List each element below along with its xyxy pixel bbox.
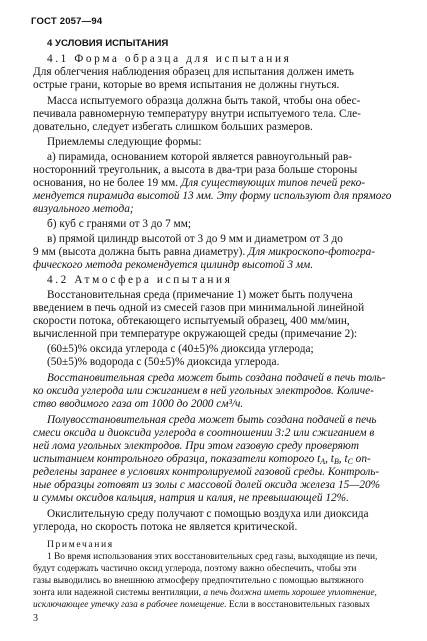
subscript: A <box>320 457 326 466</box>
text-run: 9 мм (высота должна быть равна диаметру). <box>33 246 249 258</box>
paragraph-line: ство вводимого газа от 1000 до 2000 см³/ч. <box>33 398 244 410</box>
paragraph-line: введением в печь одной из смесей газов при минимальной линейной <box>33 302 365 314</box>
note-line: будут содержать частично оксид углерода, поэтому важно обеспечить, чтобы эти <box>33 564 357 574</box>
paragraph-line: ные образцы готовят из золы с массовой долей оксида железа 15—20% <box>33 479 381 491</box>
subsection-heading-4-1: 4.1 Форма образца для испытания <box>47 53 292 65</box>
text-run: t <box>330 453 334 465</box>
subscript: B <box>333 457 339 466</box>
text-run: зонта или надежной системы вентиляции, <box>33 588 204 598</box>
paragraph-line: Восстановительная среда (примечание 1) может быть получена <box>47 289 353 301</box>
paragraph-line: ределены заранее в условиях контролируемой газовой среды. Контроль- <box>33 466 380 478</box>
note-line: 1 Во время использования этих восстановительных сред газы, выходящие из печи, <box>47 552 378 562</box>
text-run: t <box>344 453 348 465</box>
text-run: , <box>325 453 331 465</box>
paragraph-line: Для облегчения наблюдения образец для испытания должен иметь <box>33 66 354 78</box>
paragraph-line: (60±5)% оксида углерода с (40±5)% диоксида углерода; <box>47 343 314 355</box>
paragraph-line: довательно, следует избегать слишком больших размеров. <box>33 121 313 133</box>
text-run: t <box>317 453 321 465</box>
paragraph-line: в) прямой цилиндр высотой от 3 до 9 мм и диаметром от 3 до <box>47 233 343 245</box>
paragraph-line: Полувосстановительная среда может быть создана подачей в печь <box>47 414 377 426</box>
italic-text-run: Для существующих типов печей реко- <box>180 177 366 189</box>
paragraph-line: Восстановительная среда может быть создана подачей в печь толь- <box>47 372 386 384</box>
paragraph-line: носторонний треугольник, а высота в два-три раза больше стороны <box>33 164 358 176</box>
section-title: 4 УСЛОВИЯ ИСПЫТАНИЯ <box>47 38 169 49</box>
italic-text-run: Для микроскопо-фотогра- <box>248 246 376 258</box>
paragraph-line: ней лома угольных электродов. При этом газовую среду проверяют <box>33 440 360 452</box>
paragraph-line: печивала равномерную температуру внутри испытуемого тела. Сле- <box>33 108 361 120</box>
standard-code-header: ГОСТ 2057—94 <box>31 16 103 27</box>
paragraph-line: б) куб с гранями от 3 до 7 мм; <box>47 218 191 230</box>
page-number: 3 <box>33 613 38 624</box>
paragraph-line: мендуется пирамида высотой 13 мм. Эту форму используют для прямого <box>33 190 392 202</box>
paragraph-line: и суммы оксидов кальция, натрия и калия, не превышающей 12%. <box>33 492 349 504</box>
italic-text-run: исключающее утечку газа в рабочее помещение. <box>33 600 229 610</box>
subscript: C <box>347 457 353 466</box>
text-run: основания, но не более 19 мм. <box>33 177 181 189</box>
paragraph-line: Окислительную среду получают с помощью воздуха или диоксида <box>47 508 369 520</box>
text-run: испытанием контрольного образца, показатели которого <box>33 453 318 465</box>
text-run: Если в восстановительных газовых <box>228 600 371 610</box>
paragraph-line: вычисленной при температуре окружающей среды (примечание 2): <box>33 328 358 340</box>
paragraph-line: углерода, но скорость потока не является критической. <box>33 521 298 533</box>
paragraph-line: ко оксида углерода или сжиганием в ней угольных электродов. Количе- <box>33 385 374 397</box>
italic-text-run: а печь должна иметь хорошее уплотнение, <box>203 588 377 598</box>
subsection-heading-4-2: 4.2 Атмосфера испытания <box>47 274 233 286</box>
paragraph-line: острые грани, которые во время испытания не должны гнуться. <box>33 79 340 91</box>
paragraph-line: Приемлемы следующие формы: <box>47 136 202 148</box>
paragraph-line <box>33 246 375 259</box>
paragraph-line: визуального метода; <box>33 203 134 215</box>
note-line <box>33 599 370 612</box>
notes-heading: Примечания <box>47 539 114 550</box>
text-run: , <box>338 453 345 465</box>
paragraph-line: фического метода рекомендуется цилиндр высотой 3 мм. <box>33 259 314 271</box>
paragraph-line: а) пирамида, основанием которой является равноугольный рав- <box>47 151 353 163</box>
paragraph-line: скорости потока, обтекающего испытуемый образец, 400 мм/мин, <box>33 315 350 327</box>
paragraph-line: смеси оксида и диоксида углерода в соотношении 3:2 или сжиганием в <box>33 427 375 439</box>
note-line: газы выводились во внешнюю атмосферу предпочтительно с помощью вытяжного <box>33 576 364 586</box>
paragraph-line <box>33 177 365 190</box>
paragraph-line: Масса испытуемого образца должна быть такой, чтобы она обес- <box>47 95 361 107</box>
text-run: оп- <box>352 453 371 465</box>
paragraph-line: (50±5)% водорода с (50±5)% диоксида углерода. <box>47 356 280 368</box>
